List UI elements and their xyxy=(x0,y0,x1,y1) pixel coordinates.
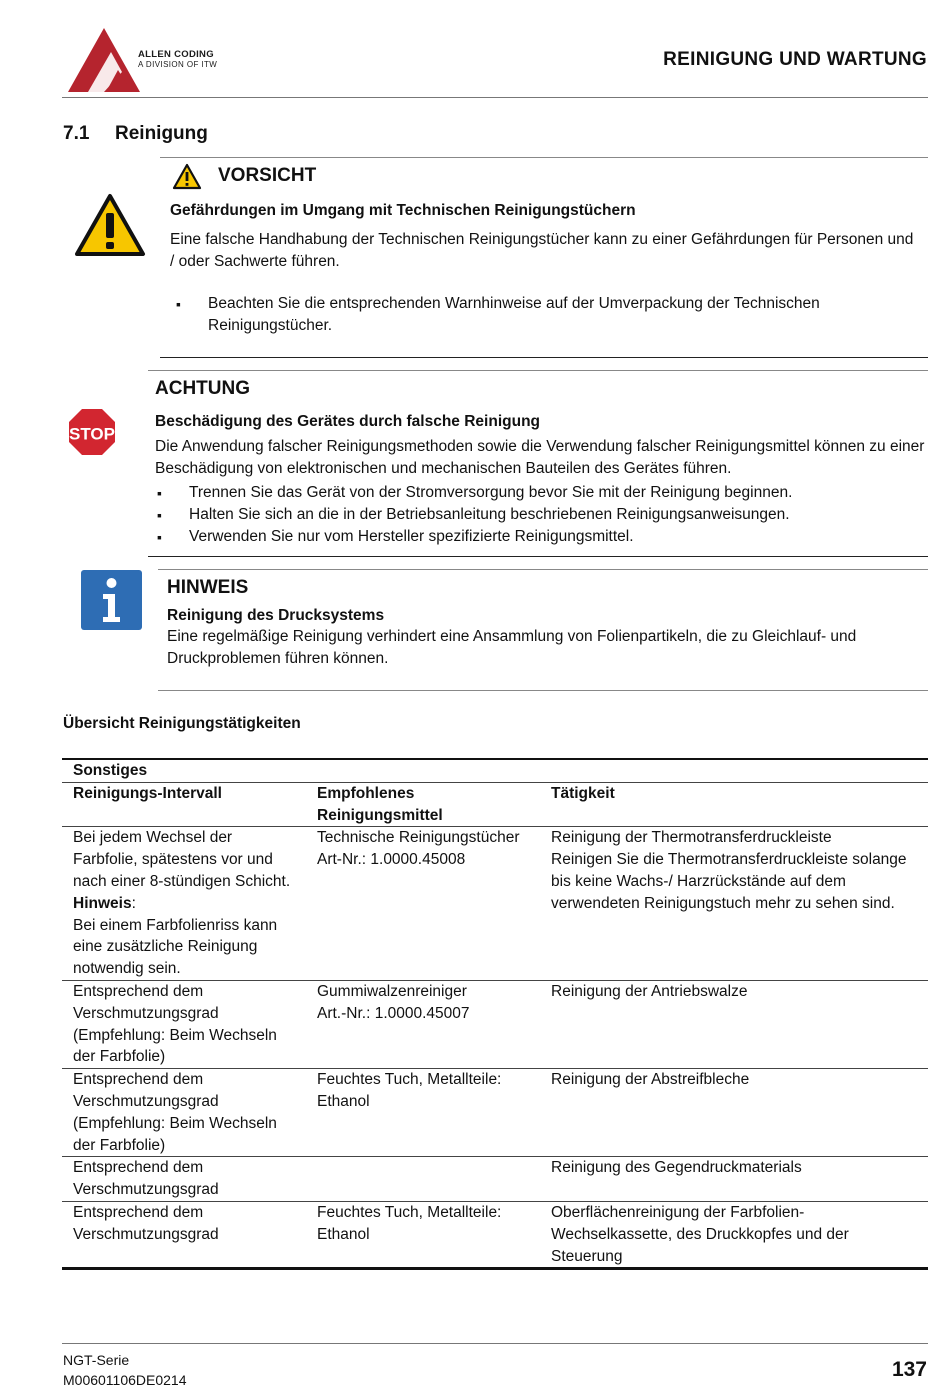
chapter-title: REINIGUNG UND WARTUNG xyxy=(663,49,927,70)
cell-agent: Feuchtes Tuch, Metallteile: Ethanol xyxy=(306,1201,540,1268)
cell-activity: Reinigung der Antriebswalze xyxy=(540,980,928,1068)
cell-interval: Entsprechend dem Verschmutzungsgrad xyxy=(62,1157,306,1202)
section-label: Reinigung xyxy=(115,123,208,144)
table-caption: Übersicht Reinigungstätigkeiten xyxy=(63,715,301,732)
attention-top-rule xyxy=(148,370,928,371)
attention-bullets xyxy=(155,482,915,548)
cell-activity: Reinigung der Thermotransferdruckleiste Reinigen Sie die Thermotransferdruckleiste solange bis keine Wachs-/ Harzrückstände auf dem verwendeten Reinigungstuch mehr zu sehen sind. xyxy=(540,827,928,981)
logo-tagline: A DIVISION OF ITW xyxy=(138,60,218,69)
section-title xyxy=(63,122,208,146)
cell-activity: Oberflächenreinigung der Farbfolien-Wechselkassette, des Druckkopfes und der Steuerung xyxy=(540,1201,928,1268)
stop-sign-icon xyxy=(66,406,118,458)
cleaning-overview-table xyxy=(62,758,928,1270)
logo-wordmark: ALLEN CODING xyxy=(138,49,214,60)
note-bottom-rule xyxy=(158,690,928,691)
note-text: Eine regelmäßige Reinigung verhindert eine Ansammlung von Folienpartikeln, die zu Gleichlauf- und Druckproblemen führen können. xyxy=(167,628,857,667)
table-group-label: Sonstiges xyxy=(62,759,928,782)
note-subheading: Reinigung des Drucksystems xyxy=(167,607,385,624)
footer-series: NGT-Serie xyxy=(63,1352,130,1368)
cell-interval: Bei jedem Wechsel der Farbfolie, spätestens vor und nach einer 8-stündigen Schicht. Hinweis: Bei einem Farbfolienriss kann eine zusätzliche Reinigung notwendig sein. xyxy=(62,827,306,981)
caution-heading: VORSICHT xyxy=(218,165,317,186)
footer-divider xyxy=(62,1343,928,1344)
caution-bottom-rule xyxy=(160,357,928,358)
caution-top-rule xyxy=(160,157,928,158)
warning-triangle-icon xyxy=(172,163,202,190)
caution-text: Eine falsche Handhabung der Technischen Reinigungstücher kann zu einer Gefährdungen für Personen und / oder Sachwerte führen. xyxy=(170,231,914,270)
table-row xyxy=(62,980,928,1068)
column-header-interval: Reinigungs-Intervall xyxy=(62,782,306,827)
table-row xyxy=(62,1201,928,1268)
cell-activity: Reinigung des Gegendruckmaterials xyxy=(540,1157,928,1202)
section-number: 7.1 xyxy=(63,123,90,144)
attention-bottom-rule xyxy=(148,556,928,557)
header-divider xyxy=(62,97,928,98)
table-group-row xyxy=(62,759,928,782)
list-item: ▪ Verwenden Sie nur vom Hersteller spezifizierte Reinigungsmittel. xyxy=(155,526,915,548)
caution-bullets xyxy=(174,293,894,337)
stop-sign-label: STOP xyxy=(69,424,115,444)
warning-triangle-icon xyxy=(74,193,146,257)
list-item: ▪ Beachten Sie die entsprechenden Warnhinweise auf der Umverpackung der Technischen Reinigungstücher. xyxy=(174,293,894,337)
cell-interval: Entsprechend dem Verschmutzungsgrad (Empfehlung: Beim Wechseln der Farbfolie) xyxy=(62,1069,306,1157)
column-header-activity: Tätigkeit xyxy=(540,782,928,827)
cell-agent: Technische Reinigungstücher Art-Nr.: 1.0000.45008 xyxy=(306,827,540,981)
page-number: 137 xyxy=(891,1358,927,1381)
attention-subheading: Beschädigung des Gerätes durch falsche Reinigung xyxy=(155,413,541,430)
attention-text: Die Anwendung falscher Reinigungsmethoden sowie die Verwendung falscher Reinigungsmittel können zu einer Beschädigung von elektronischen und mechanischen Bauteilen des Gerätes führen. xyxy=(155,438,925,477)
table-row xyxy=(62,827,928,981)
table-row xyxy=(62,1069,928,1157)
info-icon xyxy=(81,570,142,630)
cell-agent: Feuchtes Tuch, Metallteile: Ethanol xyxy=(306,1069,540,1157)
cell-interval: Entsprechend dem Verschmutzungsgrad xyxy=(62,1201,306,1268)
note-heading: HINWEIS xyxy=(167,577,249,598)
cell-agent: Gummiwalzenreiniger Art.-Nr.: 1.0000.45007 xyxy=(306,980,540,1068)
cell-interval: Entsprechend dem Verschmutzungsgrad (Empfehlung: Beim Wechseln der Farbfolie) xyxy=(62,980,306,1068)
table-row xyxy=(62,1157,928,1202)
list-item: ▪ Halten Sie sich an die in der Betriebsanleitung beschriebenen Reinigungsanweisungen. xyxy=(155,504,915,526)
footer-doc-number: M00601106DE0214 xyxy=(63,1372,187,1387)
attention-heading: ACHTUNG xyxy=(155,378,250,399)
column-header-agent: Empfohlenes Reinigungsmittel xyxy=(306,782,540,827)
note-top-rule xyxy=(158,569,928,570)
cell-activity: Reinigung der Abstreifbleche xyxy=(540,1069,928,1157)
list-item: ▪ Trennen Sie das Gerät von der Stromversorgung bevor Sie mit der Reinigung beginnen. xyxy=(155,482,915,504)
cell-agent xyxy=(306,1157,540,1202)
table-header-row xyxy=(62,782,928,827)
caution-subheading: Gefährdungen im Umgang mit Technischen Reinigungstüchern xyxy=(170,202,636,219)
